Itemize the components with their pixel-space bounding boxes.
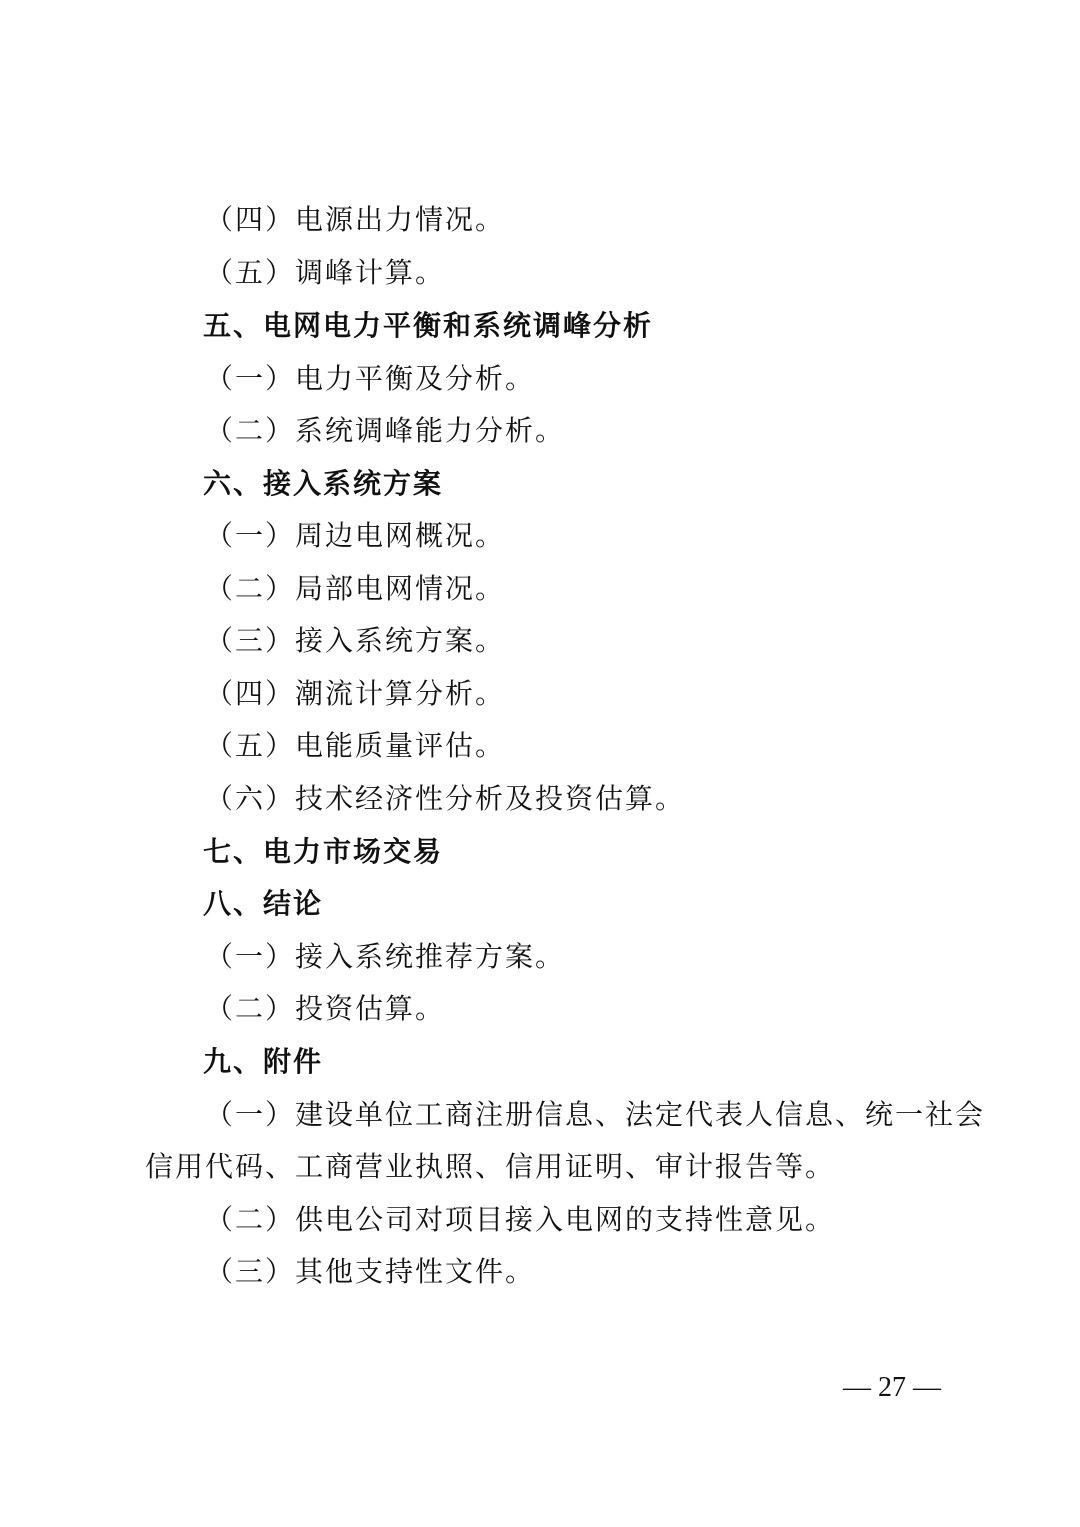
item-investment-estimate: （二）投资估算。 xyxy=(205,992,446,1025)
item-power-quality: （五）电能质量评估。 xyxy=(205,729,506,762)
section-heading-6: 六、接入系统方案 xyxy=(203,467,444,500)
section-heading-9: 九、附件 xyxy=(203,1045,324,1078)
item-peak-calculation: （五）调峰计算。 xyxy=(205,256,446,289)
section-heading-5: 五、电网电力平衡和系统调峰分析 xyxy=(203,309,654,342)
item-power-output: （四）电源出力情况。 xyxy=(205,203,506,236)
item-support-opinion: （二）供电公司对项目接入电网的支持性意见。 xyxy=(205,1203,836,1236)
page-number: — 27 — xyxy=(843,1372,941,1403)
item-power-balance: （一）电力平衡及分析。 xyxy=(205,362,536,395)
item-registration-info-cont: 信用代码、工商营业执照、信用证明、审计报告等。 xyxy=(145,1150,836,1183)
item-peak-capacity: （二）系统调峰能力分析。 xyxy=(205,414,566,447)
item-economic-analysis: （六）技术经济性分析及投资估算。 xyxy=(205,782,686,815)
section-heading-8: 八、结论 xyxy=(203,887,324,920)
item-surrounding-grid: （一）周边电网概况。 xyxy=(205,519,506,552)
section-heading-7: 七、电力市场交易 xyxy=(203,835,444,868)
item-local-grid: （二）局部电网情况。 xyxy=(205,572,506,605)
item-recommended-plan: （一）接入系统推荐方案。 xyxy=(205,940,566,973)
item-access-plan: （三）接入系统方案。 xyxy=(205,624,506,657)
item-other-documents: （三）其他支持性文件。 xyxy=(205,1255,536,1288)
item-registration-info: （一）建设单位工商注册信息、法定代表人信息、统一社会 xyxy=(205,1098,986,1131)
item-power-flow: （四）潮流计算分析。 xyxy=(205,677,506,710)
